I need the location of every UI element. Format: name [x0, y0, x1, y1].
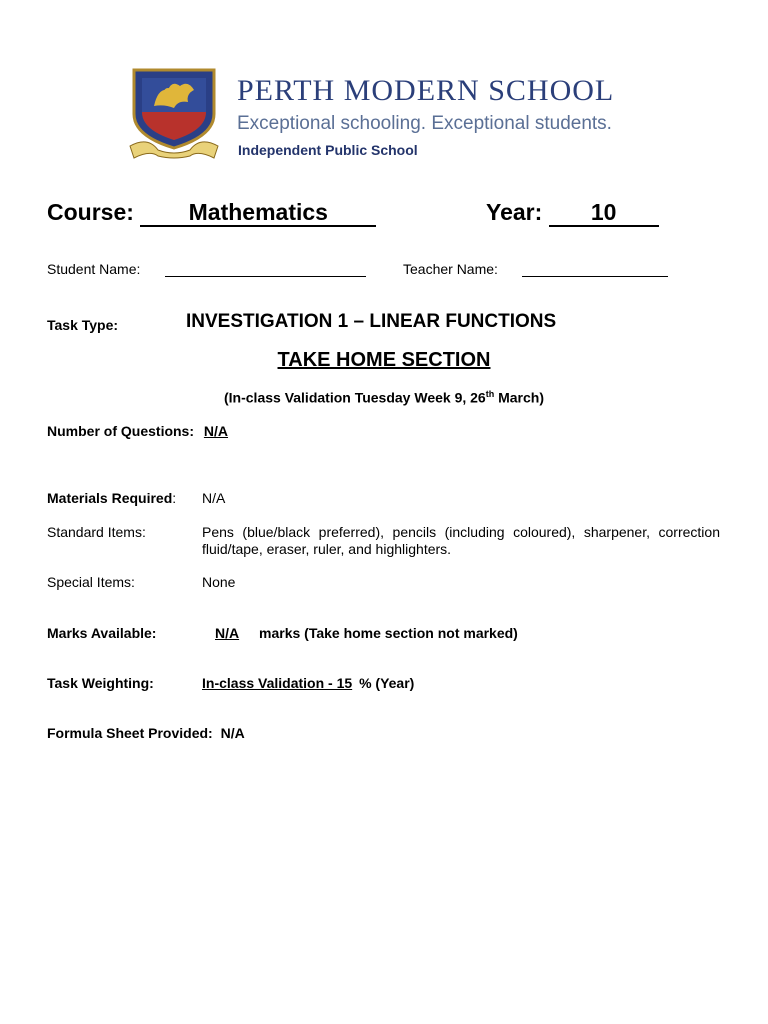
weighting-value: In-class Validation - 15 — [202, 675, 353, 691]
course-label: Course: — [47, 199, 134, 225]
standard-items-label: Standard Items: — [47, 524, 146, 540]
validation-note-sup: th — [485, 389, 495, 399]
validation-note-main: (In-class Validation Tuesday Week 9, 26 — [224, 389, 486, 406]
special-items-value: None — [202, 574, 236, 590]
questions-label: Number of Questions: — [47, 423, 195, 439]
standard-items-value: Pens (blue/black preferred), pencils (including coloured), sharpener, correction fluid/tape, eraser, ruler, and highlighters. — [202, 524, 720, 557]
marks-note: marks (Take home section not marked) — [259, 625, 518, 641]
task-type-value: INVESTIGATION 1 – LINEAR FUNCTIONS — [186, 311, 557, 332]
formula-row — [47, 725, 245, 741]
year-row — [486, 199, 659, 227]
special-items-label: Special Items: — [47, 574, 135, 590]
school-crest-icon — [128, 66, 220, 160]
marks-value: N/A — [215, 625, 240, 641]
school-subtitle: Independent Public School — [238, 142, 418, 158]
course-row — [47, 199, 376, 227]
school-tagline: Exceptional schooling. Exceptional students. — [237, 113, 612, 134]
student-name-label: Student Name: — [47, 261, 141, 277]
year-value: 10 — [549, 199, 659, 227]
student-name-field[interactable] — [165, 276, 366, 277]
weighting-note: % (Year) — [359, 675, 415, 691]
materials-value: N/A — [202, 490, 226, 506]
questions-value: N/A — [203, 423, 229, 439]
marks-label: Marks Available: — [47, 625, 157, 641]
teacher-name-label: Teacher Name: — [403, 261, 498, 277]
materials-label: Materials Required — [47, 490, 173, 506]
year-label: Year: — [486, 199, 543, 225]
section-title: TAKE HOME SECTION — [277, 349, 491, 371]
weighting-row — [202, 675, 414, 691]
course-value: Mathematics — [140, 199, 376, 227]
materials-label-row — [47, 490, 176, 506]
validation-note-end: March) — [494, 389, 544, 406]
validation-note — [0, 389, 768, 406]
questions-row — [47, 423, 228, 439]
school-name: PERTH MODERN SCHOOL — [237, 74, 615, 107]
formula-value: N/A — [220, 725, 245, 741]
marks-row — [202, 625, 518, 641]
task-type-label: Task Type: — [47, 317, 119, 333]
formula-label: Formula Sheet Provided: — [47, 725, 213, 741]
teacher-name-field[interactable] — [522, 276, 668, 277]
materials-colon: : — [172, 490, 177, 506]
weighting-label: Task Weighting: — [47, 675, 154, 691]
